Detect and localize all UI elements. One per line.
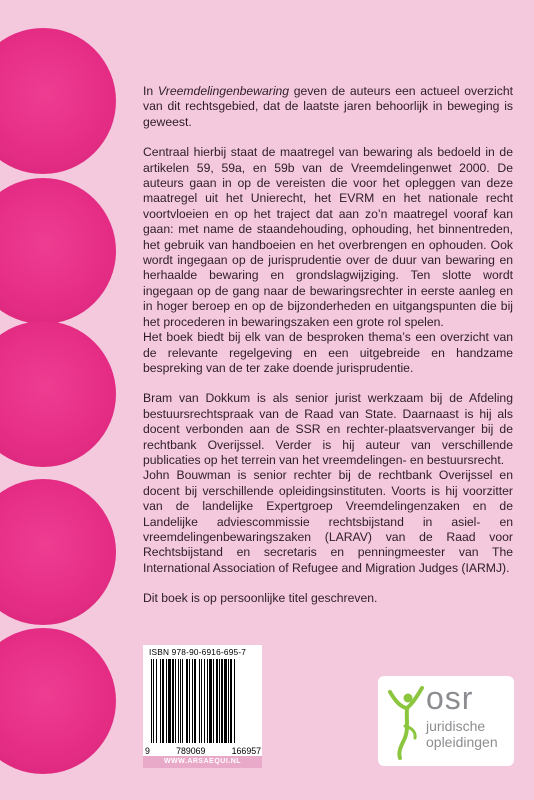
barcode-bar [162,659,164,743]
barcode-bar [209,659,212,743]
barcode-digit-group-1: 789069 [176,746,206,756]
logo-line-2: opleidingen [426,734,498,750]
barcode-bar [168,659,171,743]
logo-word: osr [426,680,474,716]
decorative-circle-3 [0,321,116,467]
disclaimer: Dit boek is op persoonlijke titel geschreven. [143,591,378,606]
barcode-bar [166,659,167,743]
barcode-bar [172,659,174,743]
barcode-bar [207,659,208,743]
decorative-circle-1 [0,28,116,174]
barcode-bar [228,659,229,743]
publisher-website: WWW.ARSAEQUI.NL [143,756,262,768]
decorative-circle-4 [0,479,116,625]
barcode-bar [224,659,227,743]
barcode-bar [234,659,235,743]
author-bio-bouwman: John Bouwman is senior rechter bij de rechtbank Overijssel en docent bij verschillende opleidingsinstituten. Voorts is hij voorzitter van de landelijke Expertgroep Vreemdelingenzaken en de Landelijke adviescommissie rechtsbijstand in asiel- en vreemdelingenbewaringszaken (LARAV) van de Raad voor Rechtsbijstand en secretaris en penningmeester van The International Association of Refugee and Migration Judges (IARMJ). [143,468,513,575]
barcode-digit-group-2: 166957 [231,746,261,756]
book-title: Vreemdelingenbewaring [157,84,290,98]
logo-line-1: juridische [426,718,486,734]
barcode-bar [194,659,196,743]
barcode-bar [204,659,205,743]
figure-icon [382,682,428,760]
decorative-circle-2 [0,178,116,324]
barcode-bar [219,659,220,743]
barcode-bar [182,659,183,743]
barcode-bar [175,659,176,743]
barcode-bar [160,659,161,743]
decorative-circle-5 [0,628,116,774]
barcode-digits [145,746,261,756]
barcode [147,659,259,745]
barcode-bar [178,659,179,743]
summary-paragraph: Het boek biedt bij elk van de besproken thema’s een overzicht van de relevante regelgeving en een uitgebreide en handzame bespreking van de ter zake doende jurisprudentie. [143,330,513,375]
barcode-bar [186,659,188,743]
barcode-bar [230,659,232,743]
osr-logo [378,676,514,766]
barcode-bar [221,659,223,743]
barcode-bar [151,659,152,743]
barcode-bar [153,659,154,743]
barcode-digit-first: 9 [145,746,150,756]
intro-paragraph: In Vreemdelingenbewaring geven de auteurs een actueel overzicht van dit rechtsgebied, dat de laatste jaren behoorlijk in beweging is geweest. [143,84,513,129]
barcode-bar [180,659,181,743]
barcode-bar [156,659,157,743]
barcode-bar [216,659,218,743]
content-paragraph: Centraal hierbij staat de maatregel van bewaring als bedoeld in de artikelen 59, 59a, en 59b van de Vreemdelingenwet 2000. De auteurs gaan in op de vereisten die voor het opleggen van deze maatregel uit het Unierecht, het EVRM en het nationale recht voortvloeien en op het traject dat aan zo’n maatregel vooraf kan gaan: met name de staandehouding, ophouding, het binnentreden, het gebruik van handboeien en het overbrengen en ophouden. Ook wordt ingegaan op de jurisprudentie over de duur van bewaring en herhaalde bewaring en grondslagwijziging. Ten slotte wordt ingegaan op de gang naar de bewaringsrechter in eerste aanleg en in hoger beroep en op de bijzonderheden en uitgangspunten die bij het procederen in bewaringszaken een grote rol spelen. [143,145,513,329]
barcode-bar [199,659,200,743]
isbn-number: ISBN 978-90-6916-695-7 [149,647,247,657]
author-bio-van-dokkum: Bram van Dokkum is als senior jurist werkzaam bij de Afdeling bestuursrechtspraak van de Raad van State. Daarnaast is hij als docent verbonden aan de SSR en rechter-plaatsvervanger bij de rechtbank Overijssel. Verder is hij auteur van verschillende publicaties op het terrein van het vreemdelingen- en bestuursrecht. [143,391,513,467]
barcode-bar [192,659,193,743]
back-cover-text [143,84,513,607]
barcode-bar [213,659,214,743]
barcode-bar [189,659,190,743]
barcode-bar [201,659,202,743]
barcode-box [143,645,262,768]
